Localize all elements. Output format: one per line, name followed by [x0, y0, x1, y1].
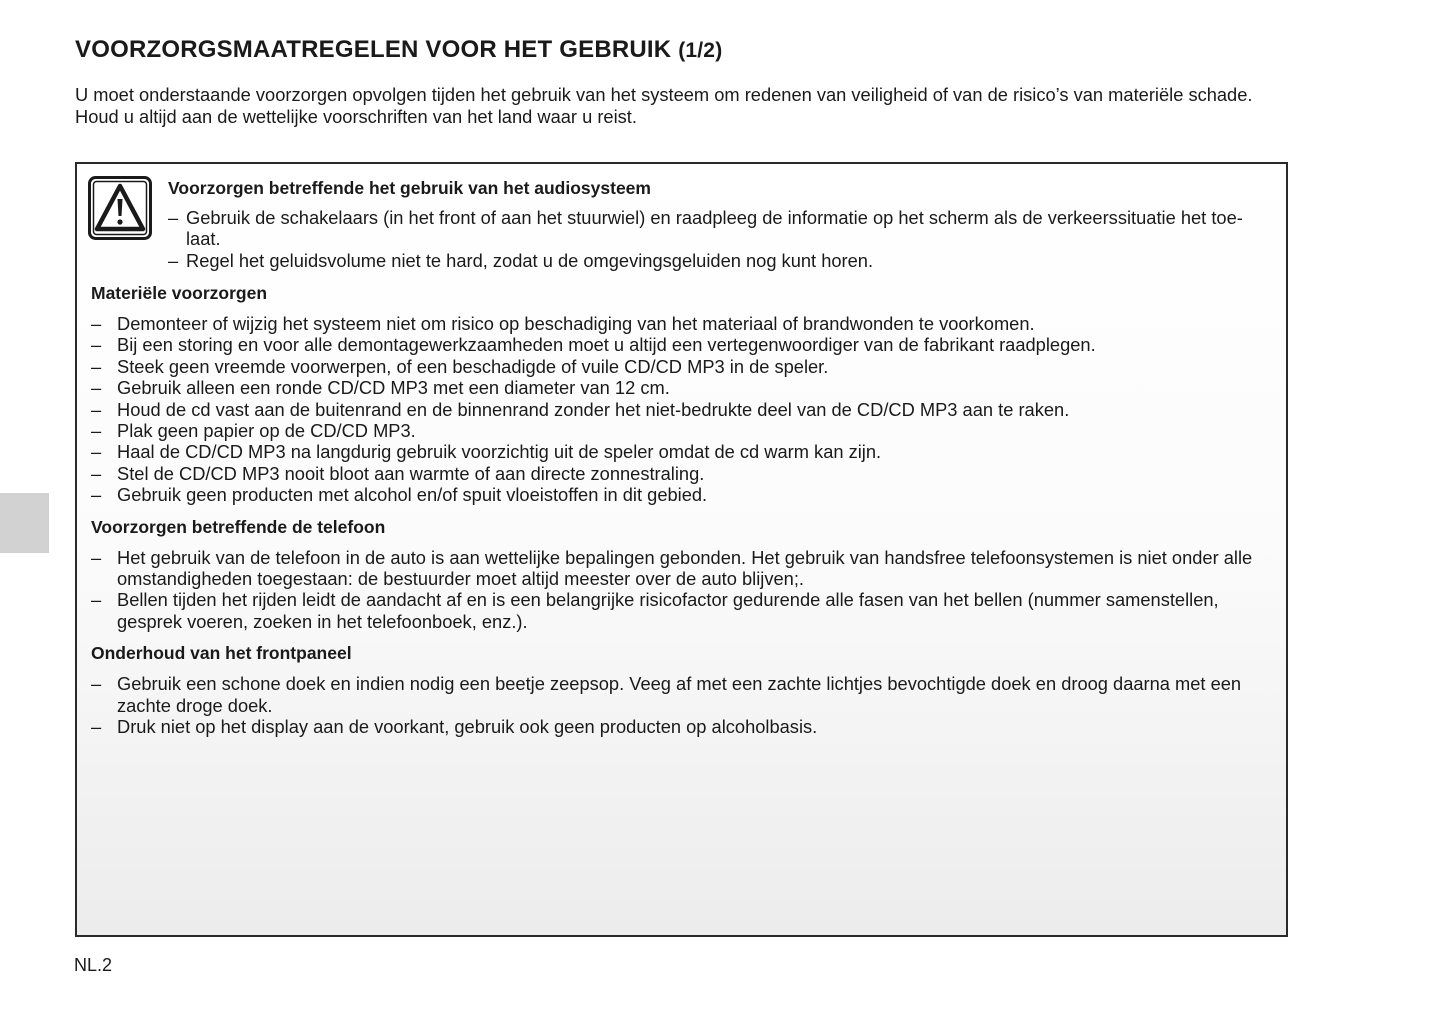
list-item: – Steek geen vreemde voorwerpen, of een beschadigde of vuile CD/CD MP3 in de speler. [91, 356, 1276, 377]
audio-precautions [168, 177, 1276, 271]
list-item: – Gebruik de schakelaars (in het front of aan het stuurwiel) en raadpleeg de informatie op het scherm als de verkeerssituatie het toe-laat. [168, 207, 1276, 250]
front-panel-list [91, 673, 1276, 737]
audio-heading: Voorzorgen betreffende het gebruik van het audiosysteem [168, 178, 651, 198]
page-title [75, 36, 722, 64]
phone-list [91, 547, 1276, 633]
intro-text [75, 84, 1315, 127]
list-item: – Houd de cd vast aan de buitenrand en de binnenrand zonder het niet-bedrukte deel van de CD/CD MP3 aan te raken. [91, 399, 1276, 420]
warning-triangle-icon [88, 176, 152, 240]
intro-line-1: U moet onderstaande voorzorgen opvolgen tijden het gebruik van het systeem om redenen van veiligheid of van de risico’s van materiële schade. [75, 84, 1253, 105]
list-item: – Demonteer of wijzig het systeem niet om risico op beschadiging van het materiaal of brandwonden te voorkomen. [91, 313, 1276, 334]
list-item: – Regel het geluidsvolume niet te hard, zodat u de omgevingsgeluiden nog kunt horen. [168, 250, 1276, 271]
list-item: – Plak geen papier op de CD/CD MP3. [91, 420, 1276, 441]
list-item: – Gebruik een schone doek en indien nodig een beetje zeepsop. Veeg af met een zachte lichtjes bevochtigde doek en droog daarna met een zachte droge doek. [91, 673, 1276, 716]
section-heading-phone: Voorzorgen betreffende de telefoon [91, 516, 386, 537]
page-part-indicator: (1/2) [678, 39, 723, 62]
list-item: – Gebruik alleen een ronde CD/CD MP3 met een diameter van 12 cm. [91, 377, 1276, 398]
material-list [91, 313, 1276, 506]
precautions-box [75, 162, 1288, 937]
list-item: – Stel de CD/CD MP3 nooit bloot aan warmte of aan directe zonnestraling. [91, 463, 1276, 484]
list-item: – Bij een storing en voor alle demontagewerkzaamheden moet u altijd een vertegenwoordiger van de fabrikant raadplegen. [91, 334, 1276, 355]
list-item: – Druk niet op het display aan de voorkant, gebruik ook geen producten op alcoholbasis. [91, 716, 1276, 737]
precaution-sections [91, 282, 1276, 748]
section-heading-material: Materiële voorzorgen [91, 283, 268, 303]
audio-list [168, 207, 1276, 271]
list-item: – Haal de CD/CD MP3 na langdurig gebruik voorzichtig uit de speler omdat de cd warm kan zijn. [91, 441, 1276, 462]
list-item: – Het gebruik van de telefoon in de auto is aan wettelijke bepalingen gebonden. Het gebruik van handsfree telefoonsystemen is niet onder alle omstandigheden toegestaan: de bestuurder moet altijd meester over de auto blijven;. [91, 547, 1276, 590]
list-item: – Bellen tijden het rijden leidt de aandacht af en is een belangrijke risicofactor gedurende alle fasen van het bellen (nummer samenstellen, gesprek voeren, zoeken in het telefoonboek, enz.). [91, 589, 1276, 632]
list-item: – Gebruik geen producten met alcohol en/of spuit vloeistoffen in dit gebied. [91, 484, 1276, 505]
chapter-side-tab [0, 493, 49, 553]
section-heading-front-panel: Onderhoud van het frontpaneel [91, 643, 352, 664]
intro-line-2: Houd u altijd aan de wettelijke voorschriften van het land waar u reist. [75, 105, 637, 127]
page-number: NL.2 [74, 955, 113, 975]
page-title-text: VOORZORGSMAATREGELEN VOOR HET GEBRUIK [75, 36, 672, 63]
